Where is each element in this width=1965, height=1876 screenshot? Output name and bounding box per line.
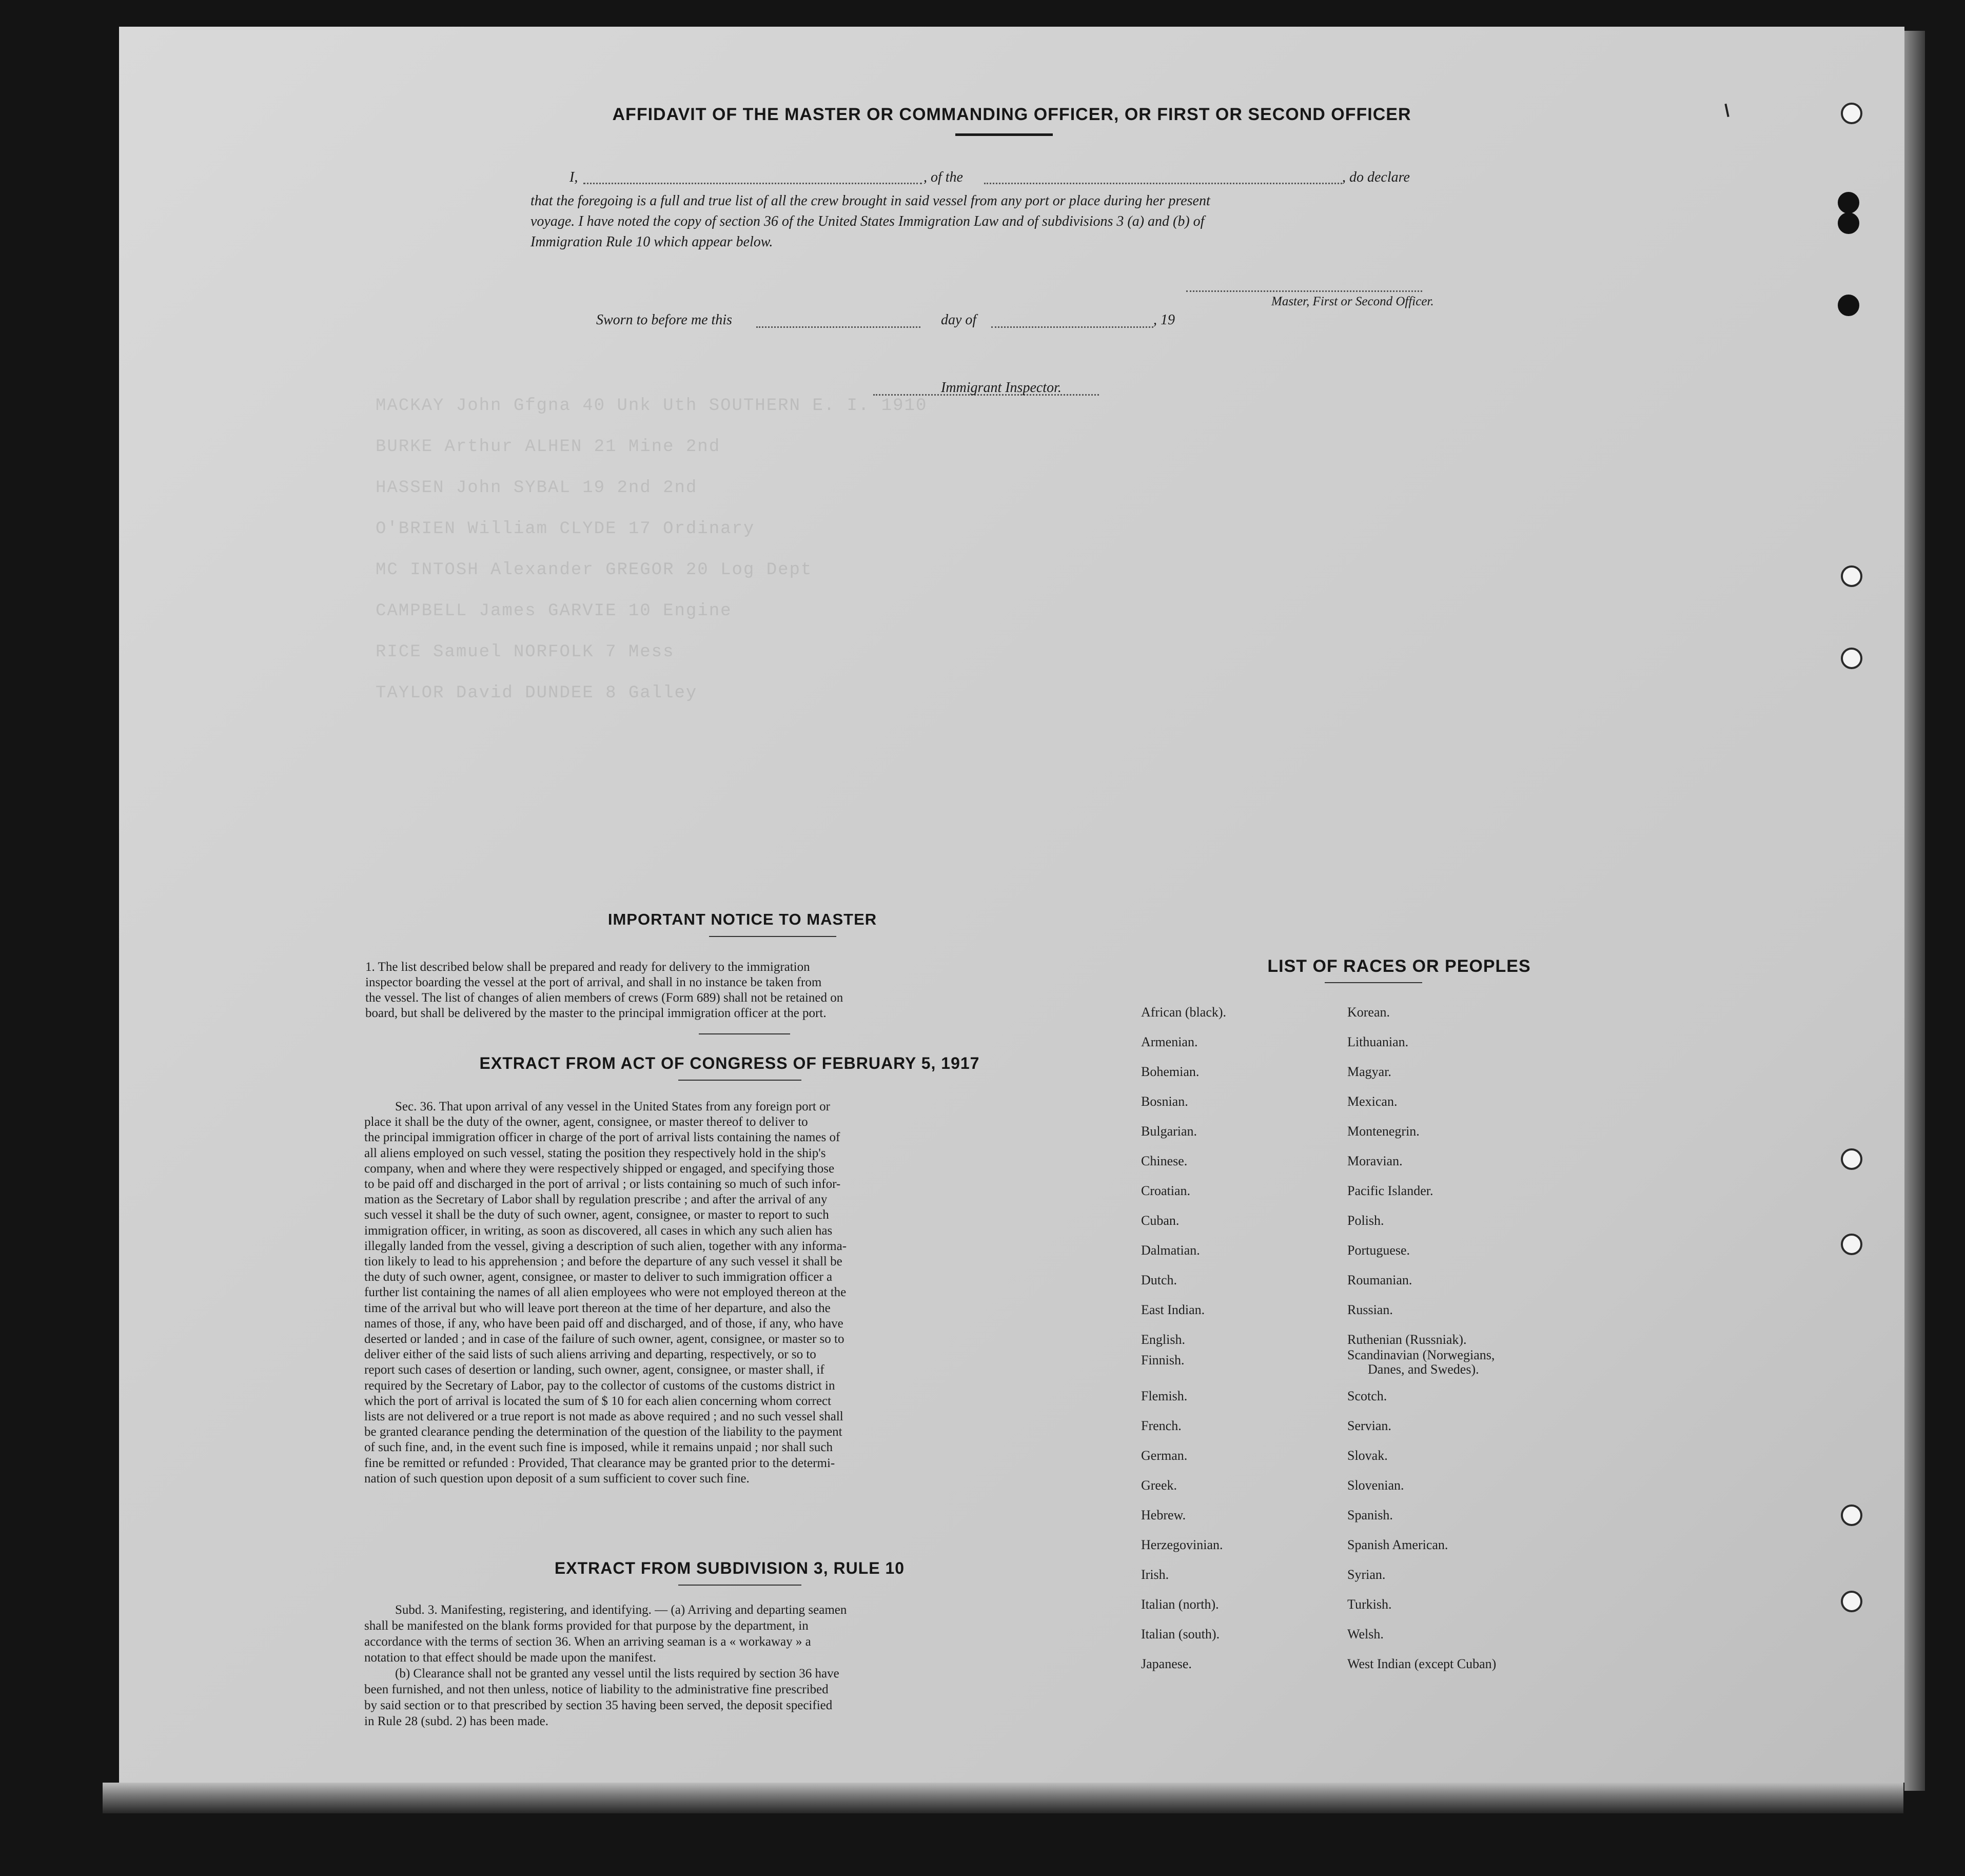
affidavit-line-2: voyage. I have noted the copy of section 36 of the United States Immigration Law and of subdivisions 3 (a) and (b) of xyxy=(530,213,1205,229)
binder-hole-icon xyxy=(1841,1504,1862,1526)
binder-hole-icon xyxy=(1838,212,1859,234)
race-item: Italian (south). xyxy=(1141,1627,1220,1642)
sworn-label: Sworn to before me this xyxy=(596,312,732,328)
notice-line-3: the vessel. The list of changes of alien members of crews (Form 689) shall not be retained on xyxy=(365,991,843,1005)
race-item: Scandinavian (Norwegians, xyxy=(1347,1347,1495,1362)
year-label: , 19 xyxy=(1153,312,1175,328)
act-line-15: names of those, if any, who have been paid off and discharged, and of those, if any, who have xyxy=(364,1316,843,1331)
race-item: Servian. xyxy=(1347,1418,1391,1433)
notice-underline xyxy=(709,936,836,937)
race-item: Danes, and Swedes). xyxy=(1368,1362,1479,1377)
race-item: Ruthenian (Russniak). xyxy=(1347,1332,1467,1347)
race-item: East Indian. xyxy=(1141,1302,1205,1317)
rule-line-6: been furnished, and not then unless, notice of liability to the administrative fine prescribed xyxy=(364,1683,829,1696)
binder-hole-icon xyxy=(1841,1148,1862,1170)
rule-line-8: in Rule 28 (subd. 2) has been made. xyxy=(364,1714,548,1728)
act-line-4: all aliens employed on such vessel, stating the position they respectively hold in the ship's xyxy=(364,1146,826,1160)
notice-line-1: 1. The list described below shall be prepared and ready for delivery to the immigration xyxy=(365,960,810,974)
race-item: Syrian. xyxy=(1347,1567,1386,1582)
race-item: Polish. xyxy=(1347,1213,1384,1228)
declarant-label: I, xyxy=(569,169,578,185)
race-item: Moravian. xyxy=(1347,1154,1403,1168)
race-item: Armenian. xyxy=(1141,1034,1198,1049)
race-item: West Indian (except Cuban) xyxy=(1347,1656,1497,1671)
race-item: Magyar. xyxy=(1347,1064,1391,1079)
race-item: Chinese. xyxy=(1141,1154,1188,1168)
act-line-7: mation as the Secretary of Labor shall by regulation prescribe ; and after the arrival of any xyxy=(364,1193,828,1207)
race-item: Flemish. xyxy=(1141,1389,1188,1403)
vessel-name-line xyxy=(984,183,1342,184)
section-divider xyxy=(699,1033,790,1034)
act-line-8: such vessel it shall be the duty of such owner, agent, consignee, or master to report to such xyxy=(364,1208,829,1222)
notice-line-4: board, but shall be delivered by the master to the principal immigration officer at the port. xyxy=(365,1006,827,1020)
race-item: Bosnian. xyxy=(1141,1094,1188,1109)
race-item: Russian. xyxy=(1347,1302,1393,1317)
races-underline xyxy=(1325,982,1422,983)
binder-hole-icon xyxy=(1841,648,1862,669)
races-title: LIST OF RACES OR PEOPLES xyxy=(1267,956,1531,976)
race-item: Dalmatian. xyxy=(1141,1243,1200,1258)
race-item: Spanish. xyxy=(1347,1508,1393,1522)
act-line-1: Sec. 36. That upon arrival of any vessel in the United States from any foreign port or xyxy=(395,1100,830,1113)
notice-text xyxy=(365,960,1089,1021)
officer-signature-caption: Master, First or Second Officer. xyxy=(1271,295,1434,308)
sworn-day-line xyxy=(756,326,920,328)
rule-underline xyxy=(678,1585,801,1586)
affidavit-line-3: Immigration Rule 10 which appear below. xyxy=(530,234,773,250)
race-item: Turkish. xyxy=(1347,1597,1392,1612)
affidavit-title: AFFIDAVIT OF THE MASTER OR COMMANDING OFFICER, OR FIRST OR SECOND OFFICER xyxy=(612,105,1411,124)
manifest-page: MACKAY John Gfgna 40 Unk Uth SOUTHERN E. I. 1910 BURKE Arthur ALHEN 21 Mine 2nd HASSEN John SYBAL 19 2nd 2nd O'BRIEN William CLYDE 17 Ordinary MC INTOSH Alexander GREGOR 20 Log Dept CAMPBELL James GARVIE 10 Engine RICE Samuel NORFOLK 7 Mess TAYLOR David DUNDEE 8 Galley AFFIDAVIT OF THE MASTER OR COMMANDING OFFICER, OR FIRST OR SECOND OFFICER I, , of the , do declare that the foregoing is a full and true list of all the crew brought in said vessel from any port or place during her present voyage. I have noted the copy of section 36 of the United States Immigration Law and of subdivisions 3 (a) and (b) of Immigration Rule 10 which appear below. Master, First or Second Officer. Sworn to before me this day of , 19 Immigrant Inspector. IMPORTANT NOTICE TO MASTER 1. The list described below shall be prepared and ready for delivery to the immigration inspector boarding the vessel at the port of arrival, and shall in no instance be taken from the vessel. The list of changes of alien members of crews (Form 689) shall not be retained on board, but shall be delivered by the master to the principal immigration officer at the port. EXTRACT FROM ACT OF CONGRESS OF FEBRUARY 5, 1917 Sec. 36. That upon arrival of any vessel in the United States from any foreign port or place it shall be the duty of the owner, agent, consignee, or master thereof to deliver to the principal immigration officer in charge of the port of arrival lists containing the names of all aliens employed on such vessel, stating the position they respectively hold in the ship's company, when and where they were respectively shipped or engaged, and specifying those to be paid off and discharged in the port of arrival ; or lists containing so much of such infor- mation as the Secretary of Labor shall by regulation prescribe ; and after the arrival of any such vessel it shall be the duty of such owner, agent, consignee, or master to report to such immigration officer, in writing, as soon as discovered, all cases in which any such alien has illegally landed from the vessel, giving a description of such alien, together with any informa- tion likely to lead to his apprehension ; and before the departure of any such vessel it shall be the duty of such owner, agent, consignee, or master to deliver to such immigration officer a further list containing the names of all alien employees who were not employed thereon at the time of the arrival but who will leave port thereon at the time of her departure, and also the names of those, if any, who have been paid off and discharged, and of those, if any, who have deserted or landed ; and in case of the failure of such owner, agent, consignee, or master so to deliver either of the said lists of such aliens arriving and departing, respectively, or so to report such cases of desertion or landing, such owner, agent, consignee, or master shall, if required by the Secretary of Labor, pay to the collector of customs of the customs district in which the port of arrival is located the sum of $ 10 for each alien concerning whom correct lists are not delivered or a true report is not made as above required ; and no such vessel shall be granted clearance pending the determination of the question of the liability to the payment of such fine, and, in the event such fine is imposed, while it remains unpaid ; nor shall such fine be remitted or refunded : Provided, That clearance may be granted prior to the determi- nation of such question upon deposit of a sum sufficient to cover such fine. EXTRACT FROM SUBDIVISION 3, RULE 10 Subd. 3. Manifesting, registering, and identifying. — (a) Arriving and departing seamen shall be manifested on the blank forms provided for that purpose by the department, in accordance with the terms of section 36. When an arriving seaman is a « workaway » a notation to that effect should be made upon the manifest. (b) Clearance shall not be granted any vessel until the lists required by section 36 have been furnished, and not then unless, notice of liability to the administrative fine prescribed by said section or to that prescribed by section 35 having been served, the deposit specified in Rule 28 (subd. 2) has been made. LIST OF RACES OR PEOPLES African (black). Armenian. Bohemian. Bosnian. Bulgarian. Chinese. Croatian. Cuban. Dalmatian. Dutch. East Indian. English. Finnish. Flemish. French. German. Greek. Hebrew. Herzegovinian. Irish. Italian (north). Italian (south). Japanese. Korean. Lithuanian. Magyar. Mexican. Montenegrin. Moravian. Pacific Islander. Polish. Portuguese. Roumanian. Russian. Ruthenian (Russniak). Scandinavian (Norwegians, Danes, and Swedes). Scotch. Servian. Slovak. Slovenian. Spanish. Spanish American. Syrian. Turkish. Welsh. West Indian (except Cuban) xyxy=(119,27,1904,1783)
declare-label: , do declare xyxy=(1342,169,1410,185)
act-line-17: deliver either of the said lists of such aliens arriving and departing, respectively, or so to xyxy=(364,1347,816,1362)
act-line-20: which the port of arrival is located the sum of $ 10 for each alien concerning whom correct xyxy=(364,1394,832,1408)
binder-hole-icon xyxy=(1838,192,1859,213)
race-item: Japanese. xyxy=(1141,1656,1192,1671)
notice-line-2: inspector boarding the vessel at the port of arrival, and shall in no instance be taken from xyxy=(365,975,822,989)
race-item: Finnish. xyxy=(1141,1353,1185,1367)
affidavit-statement xyxy=(530,191,1417,252)
act-title: EXTRACT FROM ACT OF CONGRESS OF FEBRUARY 5, 1917 xyxy=(479,1054,980,1072)
race-item: Slovak. xyxy=(1347,1448,1388,1463)
binder-hole-icon xyxy=(1841,1234,1862,1255)
act-line-21: lists are not delivered or a true report is not made as above required ; and no such vessel shall xyxy=(364,1410,843,1424)
race-item: Lithuanian. xyxy=(1347,1034,1409,1049)
race-item: German. xyxy=(1141,1448,1188,1463)
race-item: Bohemian. xyxy=(1141,1064,1200,1079)
race-item: Croatian. xyxy=(1141,1183,1191,1198)
race-item: Spanish American. xyxy=(1347,1537,1448,1552)
race-item: Cuban. xyxy=(1141,1213,1180,1228)
act-line-12: the duty of such owner, agent, consignee, or master to deliver to such immigration officer a xyxy=(364,1270,833,1284)
rule-line-2: shall be manifested on the blank forms provided for that purpose by the department, in xyxy=(364,1619,809,1633)
race-item: Korean. xyxy=(1347,1005,1390,1020)
race-item: Welsh. xyxy=(1347,1627,1384,1642)
title-underline xyxy=(955,133,1053,136)
notice-title: IMPORTANT NOTICE TO MASTER xyxy=(607,910,877,928)
race-item: Dutch. xyxy=(1141,1273,1177,1287)
race-item: Pacific Islander. xyxy=(1347,1183,1433,1198)
rule-line-5: (b) Clearance shall not be granted any vessel until the lists required by section 36 have xyxy=(395,1667,839,1680)
act-line-14: time of the arrival but who will leave port thereon at the time of her departure, and also the xyxy=(364,1301,831,1315)
vessel-label: , of the xyxy=(923,169,963,185)
race-item: Scotch. xyxy=(1347,1389,1387,1403)
act-line-18: report such cases of desertion or landing, such owner, agent, consignee, or master shall, if xyxy=(364,1363,824,1377)
race-item: African (black). xyxy=(1141,1005,1227,1020)
act-underline xyxy=(678,1080,801,1081)
page-edge-bottom xyxy=(103,1783,1903,1813)
act-line-2: place it shall be the duty of the owner, agent, consignee, or master thereof to deliver to xyxy=(364,1115,808,1129)
race-item: Irish. xyxy=(1141,1567,1169,1582)
declarant-name-line xyxy=(583,183,922,184)
act-line-24: fine be remitted or refunded : Provided, That clearance may be granted prior to the determi- xyxy=(364,1456,835,1470)
binder-hole-icon xyxy=(1841,103,1862,124)
race-item: Greek. xyxy=(1141,1478,1177,1493)
sworn-month-line xyxy=(991,326,1153,328)
day-of-label: day of xyxy=(941,312,977,328)
binder-hole-icon xyxy=(1841,565,1862,587)
rule-title: EXTRACT FROM SUBDIVISION 3, RULE 10 xyxy=(554,1559,905,1577)
race-item: Slovenian. xyxy=(1347,1478,1404,1493)
affidavit-line-1: that the foregoing is a full and true list of all the crew brought in said vessel from any port or place during her present xyxy=(530,193,1210,209)
binder-hole-icon xyxy=(1841,1591,1862,1612)
rule-line-7: by said section or to that prescribed by section 35 having been served, the deposit specified xyxy=(364,1698,833,1712)
officer-signature-line xyxy=(1186,290,1422,292)
rule-line-4: notation to that effect should be made upon the manifest. xyxy=(364,1651,656,1665)
race-item: English. xyxy=(1141,1332,1185,1347)
act-line-22: be granted clearance pending the determination of the question of the liability to the payment xyxy=(364,1425,842,1439)
race-item: Herzegovinian. xyxy=(1141,1537,1223,1552)
rule-text xyxy=(364,1602,1089,1729)
act-line-19: required by the Secretary of Labor, pay to the collector of customs of the customs district in xyxy=(364,1378,835,1393)
act-text xyxy=(364,1099,1089,1487)
binder-hole-icon xyxy=(1838,295,1859,316)
act-line-23: of such fine, and, in the event such fine is imposed, while it remains unpaid ; nor shall such xyxy=(364,1440,833,1455)
race-item: Portuguese. xyxy=(1347,1243,1410,1258)
act-line-5: company, when and where they were respectively shipped or engaged, and specifying those xyxy=(364,1161,835,1176)
inspector-caption: Immigrant Inspector. xyxy=(941,380,1062,396)
race-item: French. xyxy=(1141,1418,1182,1433)
race-item: Bulgarian. xyxy=(1141,1124,1197,1139)
race-item: Hebrew. xyxy=(1141,1508,1186,1522)
race-item: Montenegrin. xyxy=(1347,1124,1420,1139)
act-line-16: deserted or landed ; and in case of the failure of such owner, agent, consignee, or master so to xyxy=(364,1332,844,1346)
rule-line-3: accordance with the terms of section 36. When an arriving seaman is a « workaway » a xyxy=(364,1635,811,1649)
rule-line-1: Subd. 3. Manifesting, registering, and identifying. — (a) Arriving and departing seamen xyxy=(395,1603,847,1617)
act-line-13: further list containing the names of all alien employees who were not employed thereon at the xyxy=(364,1285,847,1300)
act-line-25: nation of such question upon deposit of a sum sufficient to cover such fine. xyxy=(364,1471,750,1486)
race-item: Roumanian. xyxy=(1347,1273,1412,1287)
act-line-3: the principal immigration officer in charge of the port of arrival lists containing the names of xyxy=(364,1130,840,1145)
race-item: Mexican. xyxy=(1347,1094,1398,1109)
act-line-11: tion likely to lead to his apprehension ; and before the departure of any such vessel it shall be xyxy=(364,1255,842,1269)
race-item: Italian (north). xyxy=(1141,1597,1219,1612)
act-line-10: illegally landed from the vessel, giving a description of such alien, together with any informa- xyxy=(364,1239,847,1253)
page-edge-right xyxy=(1904,31,1925,1791)
act-line-6: to be paid off and discharged in the port of arrival ; or lists containing so much of such infor- xyxy=(364,1177,841,1191)
act-line-9: immigration officer, in writing, as soon as discovered, all cases in which any such alien has xyxy=(364,1223,833,1238)
